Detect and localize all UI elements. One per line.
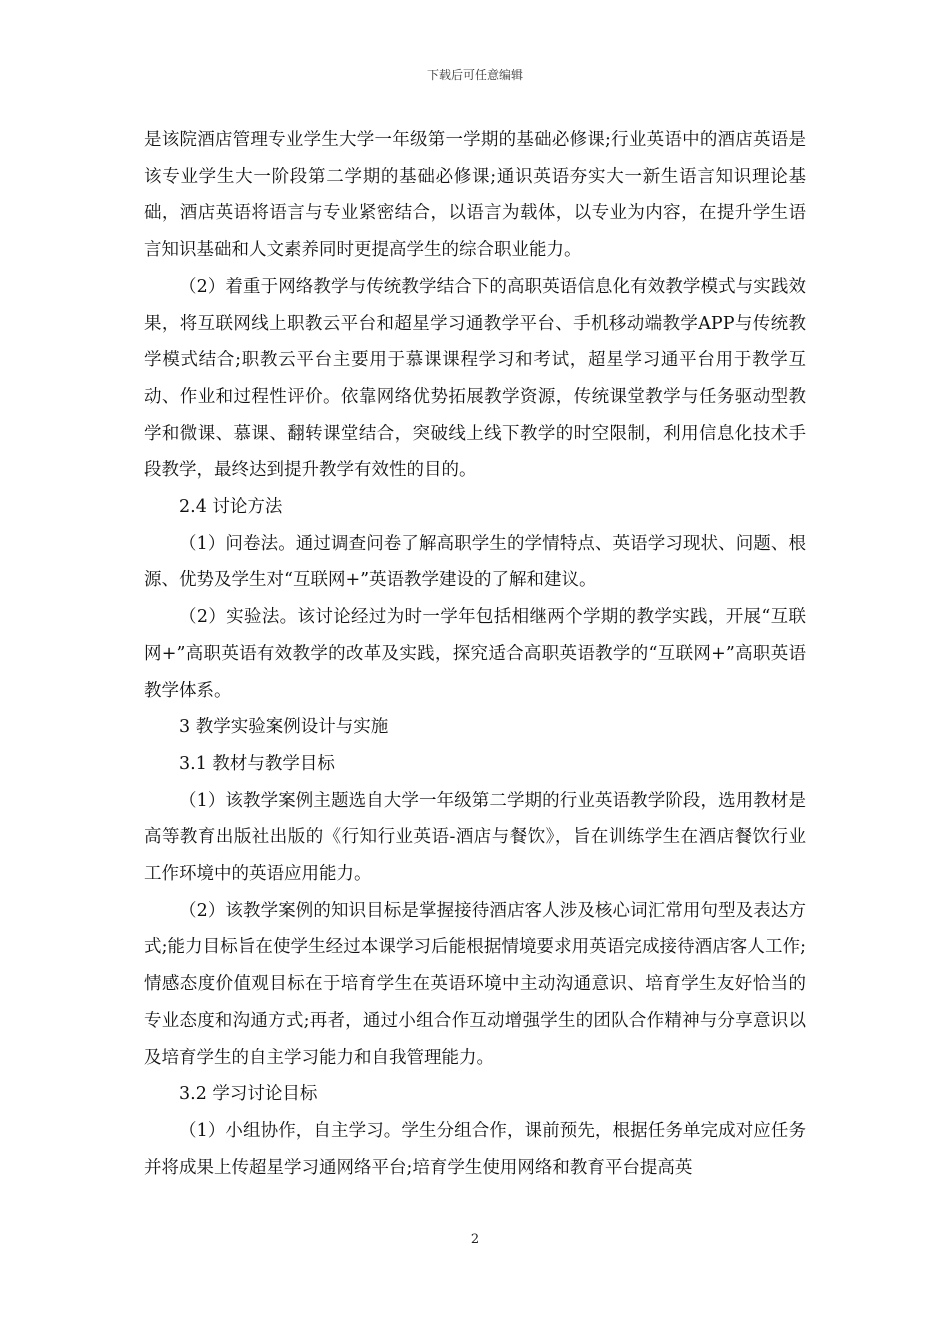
paragraph-item-2-teaching-mode: （2）着重于网络教学与传统教学结合下的高职英语信息化有效教学模式与实践效果，将互联网线上职教云平台和超星学习通教学平台、手机移动端教学APP与传统教学模式结合;职教云平台主要用于慕课课程学习和考试，超星学习通平台用于教学互动、作业和过程性评价。依靠网络优势拓展教学资源，传统课堂教学与任务驱动型教学和微课、慕课、翻转课堂结合，突破线上线下教学的时空限制，利用信息化技术手段教学，最终达到提升教学有效性的目的。 bbox=[144, 276, 806, 481]
paragraph-continuation: 是该院酒店管理专业学生大学一年级第一学期的基础必修课;行业英语中的酒店英语是该专业学生大一阶段第二学期的基础必修课;通识英语夯实大一新生语言知识理论基础，酒店英语将语言与专业紧密结合，以语言为载体，以专业为内容，在提升学生语言知识基础和人文素养同时更提高学生的综合职业能力。 bbox=[144, 130, 806, 261]
paragraph-experiment-method: （2）实验法。该讨论经过为时一学年包括相继两个学期的教学实践，开展“互联网+”高职英语有效教学的改革及实践，探究适合高职英语教学的“互联网+”高职英语教学体系。 bbox=[144, 607, 806, 701]
document-body bbox=[144, 122, 806, 1186]
section-heading-3-2: 3.2 学习讨论目标 bbox=[179, 1084, 318, 1105]
paragraph-teaching-objectives: （2）该教学案例的知识目标是掌握接待酒店客人涉及核心词汇常用句型及表达方式;能力目标旨在使学生经过本课学习后能根据情境要求用英语完成接待酒店客人工作;情感态度价值观目标在于培育学生在英语环境中主动沟通意识、培育学生友好恰当的专业态度和沟通方式;再者，通过小组合作互动增强学生的团队合作精神与分享意识以及培育学生的自主学习能力和自我管理能力。 bbox=[144, 900, 806, 1068]
section-heading-2-4: 2.4 讨论方法 bbox=[179, 497, 283, 518]
paragraph-group-collaboration: （1）小组协作，自主学习。学生分组合作，课前预先，根据任务单完成对应任务并将成果上传超星学习通网络平台;培育学生使用网络和教育平台提高英 bbox=[144, 1120, 806, 1178]
paragraph-questionnaire-method: （1）问卷法。通过调查问卷了解高职学生的学情特点、英语学习现状、问题、根源、优势及学生对“互联网+”英语教学建设的了解和建议。 bbox=[144, 533, 806, 591]
page-number: 2 bbox=[470, 1232, 480, 1247]
page-header: 下载后可任意编辑 bbox=[426, 68, 523, 82]
section-heading-3-1: 3.1 教材与教学目标 bbox=[179, 753, 335, 774]
section-heading-3: 3 教学实验案例设计与实施 bbox=[179, 717, 389, 738]
paragraph-textbook: （1）该教学案例主题选自大学一年级第二学期的行业英语教学阶段，选用教材是高等教育出版社出版的《行知行业英语-酒店与餐饮》，旨在训练学生在酒店餐饮行业工作环境中的英语应用能力。 bbox=[144, 790, 806, 885]
